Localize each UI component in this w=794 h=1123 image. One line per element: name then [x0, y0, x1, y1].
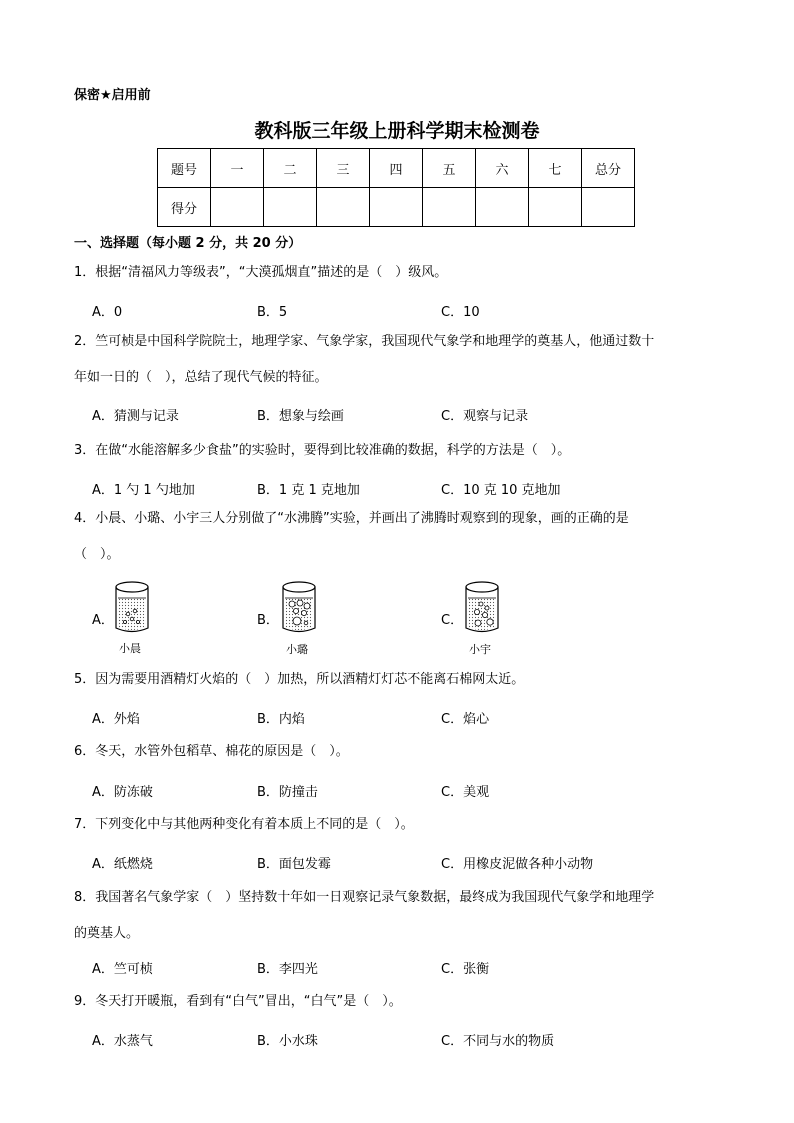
option-c[interactable]: C．用橡皮泥做各种小动物	[441, 857, 594, 872]
option-c[interactable]: C．美观	[441, 785, 490, 800]
option-b[interactable]: B．想象与绘画	[257, 409, 344, 424]
caption-xiaolu: 小璐	[286, 643, 308, 656]
question-8-line1: 8．我国著名气象学家（ ）坚持数十年如一日观察记录气象数据，最终成为我国现代气象学和地理学	[74, 890, 655, 905]
score-table-cell: 一	[211, 149, 264, 188]
score-table-cell: 三	[317, 149, 370, 188]
option-a[interactable]: A．1 勺 1 勺地加	[92, 483, 195, 498]
score-table-cell: 六	[476, 149, 529, 188]
option-b[interactable]: B．小水珠	[257, 1034, 318, 1049]
option-a[interactable]: A．外焰	[92, 712, 140, 727]
option-b[interactable]: B．	[257, 613, 279, 628]
option-c[interactable]: C．10 克 10 克地加	[441, 483, 561, 498]
beaker-c-image	[462, 580, 502, 636]
score-table-cell: 四	[370, 149, 423, 188]
option-b[interactable]: B．5	[257, 305, 288, 320]
score-table-cell: 二	[264, 149, 317, 188]
caption-xiaochen: 小晨	[119, 642, 141, 655]
option-b[interactable]: B．防撞击	[257, 785, 318, 800]
beaker-a-image	[112, 580, 152, 636]
score-table-cell: 得分	[158, 188, 211, 227]
option-b[interactable]: B．1 克 1 克地加	[257, 483, 360, 498]
confidential-label: 保密★启用前	[74, 88, 151, 103]
option-a[interactable]: A．	[92, 613, 114, 628]
option-a[interactable]: A．纸燃烧	[92, 857, 153, 872]
score-input-cell[interactable]	[582, 188, 635, 227]
option-a[interactable]: A．竺可桢	[92, 962, 153, 977]
question-6: 6．冬天，水管外包稻草、棉花的原因是（ ）。	[74, 744, 349, 759]
option-a[interactable]: A．水蒸气	[92, 1034, 153, 1049]
score-input-cell[interactable]	[370, 188, 423, 227]
score-input-cell[interactable]	[211, 188, 264, 227]
section-heading: 一、选择题（每小题 2 分，共 20 分）	[74, 236, 302, 251]
option-c[interactable]: C．10	[441, 305, 480, 320]
question-8-line2: 的奠基人。	[74, 926, 140, 941]
score-input-cell[interactable]	[529, 188, 582, 227]
option-b[interactable]: B．面包发霉	[257, 857, 331, 872]
question-5: 5．因为需要用酒精灯火焰的（ ）加热，所以酒精灯灯芯不能离石棉网太近。	[74, 672, 525, 687]
option-c[interactable]: C．不同与水的物质	[441, 1034, 555, 1049]
score-table-header-row	[158, 149, 635, 188]
question-3: 3．在做“水能溶解多少食盐”的实验时，要得到比较准确的数据，科学的方法是（ ）。	[74, 443, 571, 458]
option-c[interactable]: C．张衡	[441, 962, 490, 977]
option-b[interactable]: B．内焰	[257, 712, 305, 727]
score-input-cell[interactable]	[264, 188, 317, 227]
option-c[interactable]: C．观察与记录	[441, 409, 529, 424]
score-input-cell[interactable]	[476, 188, 529, 227]
beaker-b-image	[279, 580, 319, 636]
option-a[interactable]: A．0	[92, 305, 123, 320]
score-table-cell: 总分	[582, 149, 635, 188]
question-4-line1: 4．小晨、小璐、小宇三人分别做了“水沸腾”实验，并画出了沸腾时观察到的现象，画的正确的是	[74, 511, 629, 526]
question-9: 9．冬天打开暖瓶，看到有“白气”冒出，“白气”是（ ）。	[74, 994, 402, 1009]
score-table-score-row	[158, 188, 635, 227]
question-7: 7．下列变化中与其他两种变化有着本质上不同的是（ ）。	[74, 817, 414, 832]
question-4-line2: （ ）。	[74, 547, 120, 562]
score-table	[157, 148, 635, 227]
question-2-line2: 年如一日的（ ），总结了现代气候的特征。	[74, 370, 328, 385]
score-input-cell[interactable]	[317, 188, 370, 227]
score-table-cell: 七	[529, 149, 582, 188]
option-c[interactable]: C．	[441, 613, 464, 628]
question-1: 1．根据“清福风力等级表”，“大漠孤烟直”描述的是（ ）级风。	[74, 265, 448, 280]
score-table-cell: 五	[423, 149, 476, 188]
option-b[interactable]: B．李四光	[257, 962, 318, 977]
score-table-cell: 题号	[158, 149, 211, 188]
option-a[interactable]: A．防冻破	[92, 785, 153, 800]
caption-xiaoyu: 小宇	[469, 643, 491, 656]
option-c[interactable]: C．焰心	[441, 712, 490, 727]
score-input-cell[interactable]	[423, 188, 476, 227]
question-2-line1: 2．竺可桢是中国科学院院士，地理学家、气象学家，我国现代气象学和地理学的奠基人，他通过数十	[74, 334, 655, 349]
option-a[interactable]: A．猜测与记录	[92, 409, 179, 424]
page-title: 教科版三年级上册科学期末检测卷	[254, 120, 540, 142]
